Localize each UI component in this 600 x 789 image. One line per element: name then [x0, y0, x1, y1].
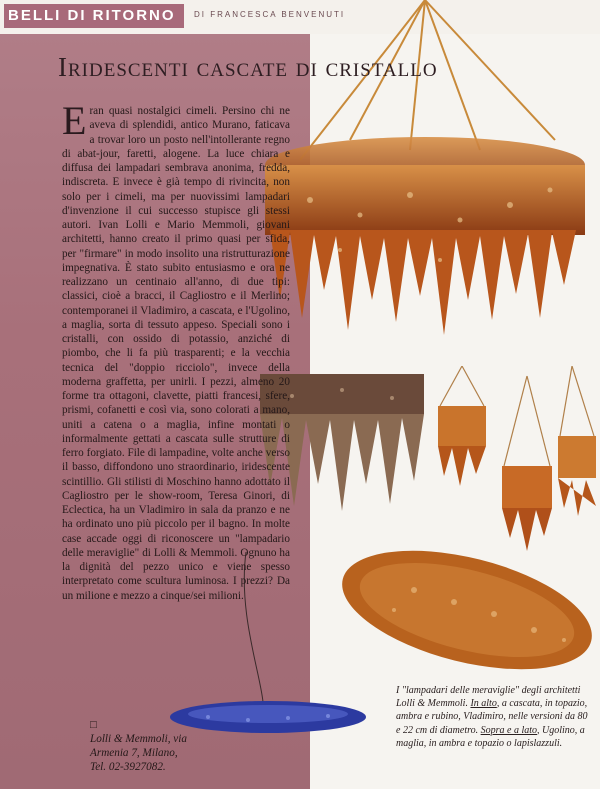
square-bullet-icon: □	[90, 719, 97, 731]
section-label: BELLI DI RITORNO	[4, 4, 184, 28]
caption-label-top: In alto	[470, 698, 497, 710]
vladimiro-small-chandeliers	[432, 366, 600, 566]
drop-cap: E	[62, 98, 87, 143]
caption-text-top: , a cascata, in topazio, ambra e rubino, Vladimiro, nelle versioni da 80 e 22 cm di diametro.	[396, 698, 588, 736]
article-title: Iridescenti cascate di cristallo	[58, 52, 438, 82]
byline: DI FRANCESCA BENVENUTI	[194, 10, 346, 19]
contact-line-3: Tel. 02-3927082.	[90, 761, 166, 773]
vladimiro-large-chandelier	[250, 0, 600, 340]
contact-info	[90, 718, 270, 774]
caption-text-side: , Ugolino, a maglia, in ambra e topazio o lapislazzuli.	[396, 724, 585, 749]
caption-label-side: Sopra e a lato	[480, 724, 538, 736]
photo-caption	[396, 684, 591, 750]
contact-line-1: Lolli & Memmoli, via	[90, 733, 187, 745]
contact-line-2: Armenia 7, Milano,	[90, 747, 178, 759]
article-body	[62, 98, 290, 603]
caption-intro: I "lampadari delle meraviglie" degli architetti Lolli & Memmoli.	[396, 685, 581, 710]
body-paragraph: ran quasi nostalgici cimeli. Persino chi ne aveva di splendidi, antico Murano, faticava a trovar loro un posto nell'intollerante regno di abat-jour, faretti, alogene. La luce chiara e diffusa dei lampadari sembrava anonima, fredda, indiscreta. E invece è già tempo di rivincita, non solo per i cimeli, ma per nuovissimi lampadari d'invenzione il cui successo stupisce gli stessi autori. Ivan Lolli e Mario Memmoli, giovani architetti, hanno creato il primo quasi per sfida, per "firmare" in modo insolito una ristrutturazione impegnativa. È stato subito entusiasmo e ora ne realizzano un centinaio all'anno, di due tipi: classici, cioè a bracci, il Cagliostro e il Merlino; contemporanei il Vladimiro, a cascata, e l'Ugolino, a maglia, sorta di tessuto appeso. Speciali sono i cristalli, con ossido di potassio, anziché di piombo, che li fa più trasparenti; e la vecchia tecnica del "doppio ricciolo", invece della moderna graffetta, per unirli. I pezzi, almeno 20 forme tra ottagoni, clavette, piatti francesi, sfere, prismi, cofanetti e così via, sono colorati a mano, uniti a catena o a maglia, infine montati o informalmente gettati a cascata sulle strutture di ferro forgiato. File di lampadine, volte anche verso il basso, diffondono uno straordinario, iridescente scintillio. Gli stilisti di Moschino hanno adottato il Cagliostro per le show-room, Teresa Ginori, di Eclectica, ha un Vladimiro in sala da pranzo e ne ha ordinato uno più piccolo per il bagno. In molte case accade oggi di riconoscere un "lampadario delle meraviglie" di Lolli & Memmoli. Ognuno ha la dignità del pezzo unico e viene spesso interpretato come scultura luminosa. I prezzi? Da un milione e mezzo a cinque/sei milioni.	[62, 105, 290, 602]
